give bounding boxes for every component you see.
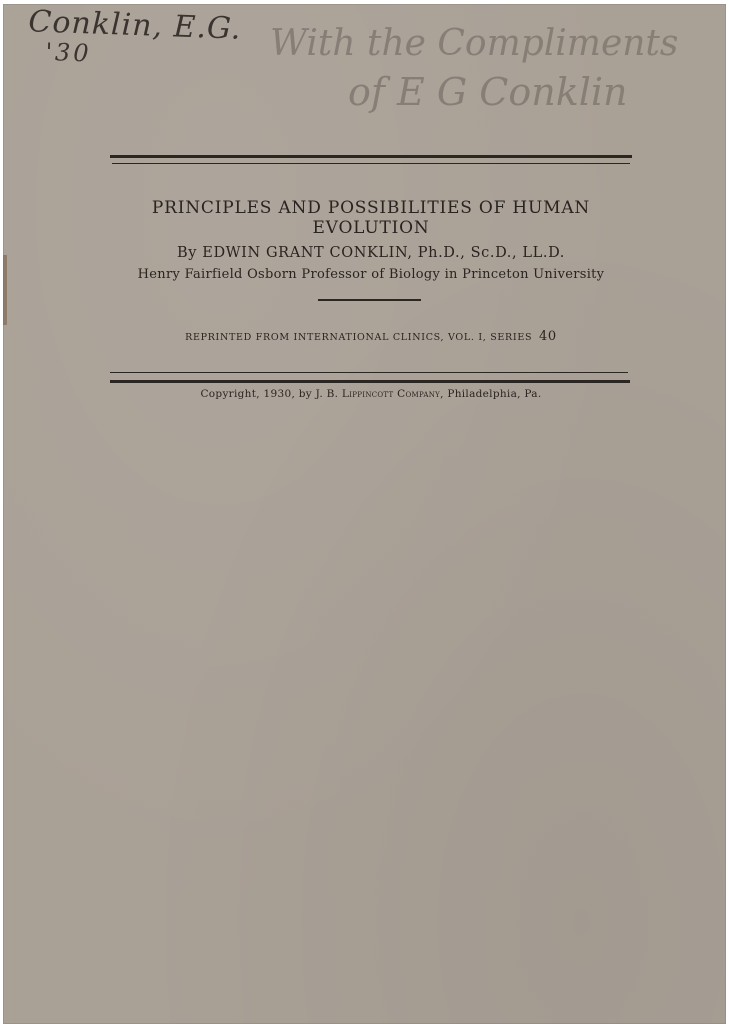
- pencil-inscription: [270, 20, 710, 116]
- handwritten-year: '30: [44, 37, 93, 68]
- handwritten-author-note: [27, 4, 242, 72]
- reprint-series-number: 40: [538, 329, 557, 344]
- short-center-rule: [318, 299, 421, 301]
- author-byline: By EDWIN GRANT CONKLIN, Ph.D., Sc.D., LL.D.: [177, 245, 565, 261]
- bottom-thin-rule: [110, 372, 628, 373]
- inscription-line-1: With the Compliments: [270, 23, 679, 64]
- document-title: [110, 198, 632, 238]
- title-line-2: EVOLUTION: [312, 218, 430, 238]
- top-thin-rule: [112, 163, 630, 164]
- copyright-line: [110, 388, 632, 400]
- copyright-publisher: Lippincott Company: [341, 388, 441, 400]
- bottom-thick-rule: [110, 380, 630, 383]
- handwritten-name: Conklin, E.G.: [27, 4, 242, 47]
- reprint-text: REPRINTED FROM INTERNATIONAL CLINICS, VOL. I, SERIES: [185, 332, 533, 343]
- copyright-prefix: Copyright, 1930, by J. B.: [200, 388, 339, 400]
- author-affiliation: Henry Fairfield Osborn Professor of Biology in Princeton University: [137, 267, 605, 282]
- top-thick-rule: [110, 155, 632, 158]
- inscription-line-2: of E G Conklin: [348, 70, 628, 114]
- copyright-suffix: , Philadelphia, Pa.: [440, 388, 542, 400]
- binding-edge-mark: [3, 255, 7, 325]
- title-line-1: PRINCIPLES AND POSSIBILITIES OF HUMAN: [151, 198, 591, 218]
- reprint-notice: [110, 329, 632, 344]
